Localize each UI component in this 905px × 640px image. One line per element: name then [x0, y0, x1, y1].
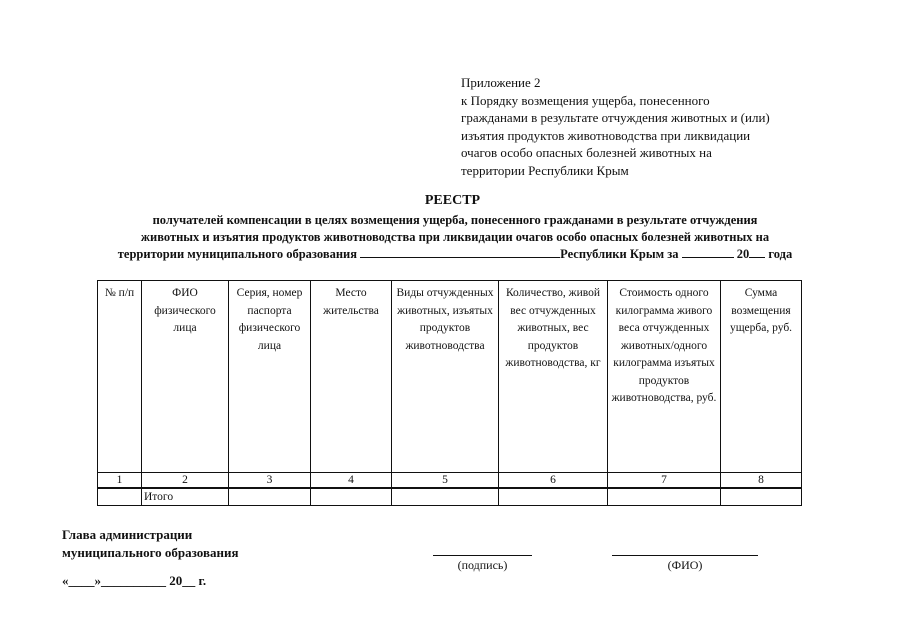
- number-cell: 5: [392, 473, 499, 489]
- subtitle-republic-label: Республики Крым за: [560, 247, 679, 261]
- table-cell[interactable]: [311, 488, 392, 506]
- signature-line[interactable]: [433, 555, 532, 556]
- date-line: «____»__________ 20__ г.: [62, 573, 207, 588]
- name-caption: (ФИО): [667, 558, 703, 572]
- table-header-row: [98, 281, 802, 473]
- appendix-line: к Порядку возмещения ущерба, понесенного: [461, 92, 710, 108]
- period-blank[interactable]: [682, 246, 734, 258]
- number-cell: 8: [721, 473, 802, 489]
- table-cell[interactable]: [499, 488, 608, 506]
- subtitle-line-2: животных и изъятия продуктов животноводства при ликвидации очагов особо опасных болезней животных на: [140, 230, 770, 244]
- header-cell: ФИО физического лица: [142, 281, 229, 473]
- signatory-label: [62, 526, 239, 562]
- header-cell: Место жительства: [311, 281, 392, 473]
- year-blank[interactable]: [749, 246, 765, 258]
- signatory-line-1: Глава администрации: [62, 527, 193, 542]
- appendix-line: очагов особо опасных болезней животных на: [461, 145, 712, 160]
- number-cell: 7: [608, 473, 721, 489]
- header-cell: Серия, номер паспорта физического лица: [229, 281, 311, 473]
- table-cell[interactable]: [229, 488, 311, 506]
- header-cell: № п/п: [98, 281, 142, 473]
- header-cell: Количество, живой вес отчужденных животных, вес продуктов животноводства, кг: [499, 281, 608, 473]
- name-line[interactable]: [612, 555, 758, 556]
- header-cell: Стоимость одного килограмма живого веса отчужденных животных/одного килограмма изъятых продуктов животноводства, руб.: [608, 281, 721, 473]
- table-cell[interactable]: [608, 488, 721, 506]
- subtitle-year-prefix: 20: [736, 247, 750, 261]
- subtitle-line-1: получателей компенсации в целях возмещения ущерба, понесенного гражданами в результате отчуждения: [152, 213, 758, 227]
- total-label: Итого: [142, 488, 229, 506]
- document-title: РЕЕСТР: [424, 193, 481, 208]
- appendix-line: территории Республики Крым: [461, 162, 629, 178]
- header-cell: Виды отчужденных животных, изъятых продуктов животноводства: [392, 281, 499, 473]
- table-cell[interactable]: [98, 488, 142, 506]
- number-cell: 2: [142, 473, 229, 489]
- table-cell[interactable]: [392, 488, 499, 506]
- number-cell: 1: [98, 473, 142, 489]
- signature-caption: (подпись): [457, 558, 508, 572]
- municipality-blank[interactable]: [360, 246, 560, 258]
- subtitle-municipality-label: территории муниципального образования: [117, 247, 357, 261]
- appendix-line: гражданами в результате отчуждения животных и (или): [461, 110, 770, 125]
- subtitle-line-3: [60, 246, 850, 263]
- number-cell: 6: [499, 473, 608, 489]
- signatory-line-2: муниципального образования: [62, 545, 239, 560]
- document-subtitle: [60, 212, 850, 263]
- number-cell: 3: [229, 473, 311, 489]
- registry-table: [97, 280, 802, 506]
- subtitle-year-suffix: года: [768, 247, 793, 261]
- table-number-row: [98, 473, 802, 489]
- header-cell: Сумма возмещения ущерба, руб.: [721, 281, 802, 473]
- appendix-line: изъятия продуктов животноводства при ликвидации: [461, 127, 751, 143]
- appendix-note: [461, 74, 861, 179]
- number-cell: 4: [311, 473, 392, 489]
- table-total-row: [98, 488, 802, 506]
- appendix-line: Приложение 2: [461, 75, 541, 90]
- table-cell[interactable]: [721, 488, 802, 506]
